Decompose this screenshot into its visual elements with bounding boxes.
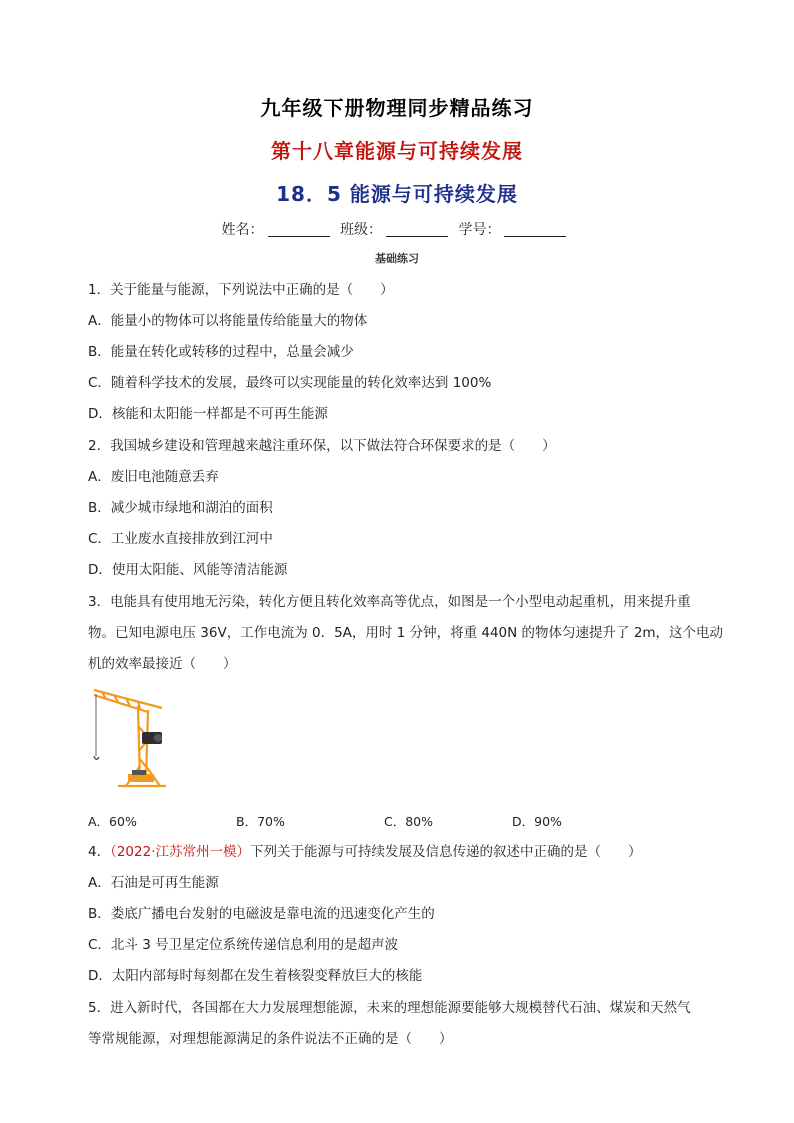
question-1-option-d: D．核能和太阳能一样都是不可再生能源 [88,406,328,422]
student-info-row [0,219,794,239]
question-1-stem: 1．关于能量与能源，下列说法中正确的是（ ） [88,282,394,298]
section-title: 18．5 能源与可持续发展 [276,182,518,206]
question-3-option-a: A．60% [88,814,137,829]
question-4-option-c: C．北斗 3 号卫星定位系统传递信息利用的是超声波 [88,937,399,953]
question-3-option-c: C．80% [384,814,434,829]
question-3-stem-line-1: 3．电能具有使用地无污染，转化方便且转化效率高等优点，如图是一个小型电动起重机，用来提升重 [88,594,691,610]
name-blank[interactable] [268,222,330,237]
id-label: 学号： [458,222,501,238]
id-blank[interactable] [504,222,566,237]
class-label: 班级： [340,222,382,238]
question-4-option-a: A．石油是可再生能源 [88,875,219,891]
question-2-stem: 2．我国城乡建设和管理越来越注重环保，以下做法符合环保要求的是（ ） [88,438,556,454]
question-3-stem-line-3: 机的效率最接近（ ） [88,656,237,672]
question-4-source: （2022·江苏常州一模） [110,844,250,860]
question-5-stem-line-2: 等常规能源，对理想能源满足的条件说法不正确的是（ ） [88,1031,453,1047]
question-2-option-a: A．废旧电池随意丢弃 [88,469,219,485]
class-blank[interactable] [386,222,448,237]
question-1-option-a: A．能量小的物体可以将能量传给能量大的物体 [88,313,368,329]
question-4-number: 4． [88,844,111,860]
chapter-title: 第十八章能源与可持续发展 [271,139,523,163]
question-2-option-b: B．减少城市绿地和湖泊的面积 [88,500,273,516]
question-2-option-c: C．工业废水直接排放到江河中 [88,531,273,547]
question-1-option-b: B．能量在转化或转移的过程中，总量会减少 [88,344,354,360]
page-title: 九年级下册物理同步精品练习 [260,96,534,120]
name-label: 姓名： [221,222,264,238]
question-4-option-d: D．太阳内部每时每刻都在发生着核裂变释放巨大的核能 [88,968,423,984]
question-5-stem-line-1: 5．进入新时代，各国都在大力发展理想能源，未来的理想能源要能够大规模替代石油、煤炭和天然气 [88,1000,691,1016]
question-3-option-d: D．90% [512,814,562,829]
question-4-text: 下列关于能源与可持续发展及信息传递的叙述中正确的是（ ） [250,844,642,860]
question-4-stem [88,842,642,862]
question-1-option-c: C．随着科学技术的发展，最终可以实现能量的转化效率达到 100% [88,375,492,391]
subsection-heading: 基础练习 [375,252,419,265]
question-2-option-d: D．使用太阳能、风能等清洁能源 [88,562,288,578]
crane-icon [88,686,168,796]
question-4-option-b: B．娄底广播电台发射的电磁波是靠电流的迅速变化产生的 [88,906,435,922]
question-3-option-b: B．70% [236,814,285,829]
question-3-stem-line-2: 物。已知电源电压 36V，工作电流为 0．5A，用时 1 分钟，将重 440N 的物体匀速提升了 2m，这个电动 [88,625,724,641]
